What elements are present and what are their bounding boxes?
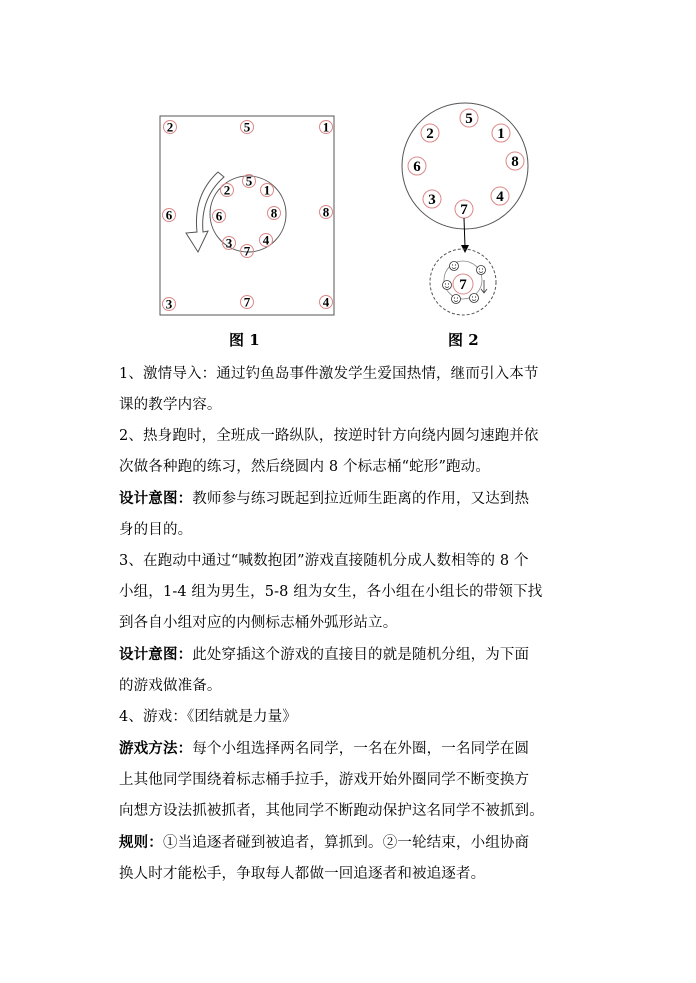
design-intent-label: 设计意图： [119,646,193,663]
ring-marker-label: 7 [460,202,468,218]
figure-1 [160,116,334,315]
outer-marker-label: 3 [165,296,173,312]
game-method: 游戏方法：每个小组选择两名同学，一名在外圈，一名同学在圆 上其他同学围绕着标志桶手拉手，游戏开始外圈同学不断变换方 向想方设法抓被抓者，其他同学不断跑动保护这名同学不被抓到。 [119,740,544,819]
inner-marker-label: 1 [263,182,271,198]
outer-marker-label: 2 [166,119,174,135]
figures [0,0,696,360]
outer-marker-label: 7 [243,294,251,310]
outer-marker-label: 4 [322,294,330,310]
design-intent-2: 设计意图：此处穿插这个游戏的直接目的就是随机分组，为下面 的游戏做准备。 [119,646,530,694]
student-face-icon [450,262,459,271]
figure-2-caption: 图 2 [448,331,479,349]
outer-marker-label: 6 [165,207,173,223]
ring-marker-label: 4 [496,189,504,205]
paragraph-warm-intro: 1、激情导入：通过钓鱼岛事件激发学生爱国热情，继而引入本节 课的教学内容。 [119,366,539,413]
inner-marker-label: 4 [262,232,270,248]
outer-marker-label: 1 [322,119,330,135]
game-rules: 规则：①当追逐者碰到被追者，算抓到。②一轮结束，小组协商 换人时才能松手，争取每人都做一回追逐者和被追逐者。 [119,834,530,882]
ring-marker-label: 1 [497,126,505,142]
game-method-label: 游戏方法： [119,740,193,757]
inner-marker-label: 3 [225,235,233,251]
zoom-marker-label: 7 [459,277,467,293]
student-face-icon [443,281,452,290]
student-face-icon [452,295,461,304]
inner-marker-label: 2 [223,182,231,198]
ring-marker-label: 6 [413,159,421,175]
design-intent-label: 设计意图： [119,490,193,507]
game-rules-label: 规则： [119,834,163,851]
field-square [160,116,334,315]
inner-marker-label: 5 [245,173,253,189]
ring-marker-label: 5 [465,111,473,127]
inner-marker-label: 7 [243,243,251,259]
figure-1-caption: 图 1 [229,331,260,349]
inner-marker-label: 6 [215,208,223,224]
paragraph-warmup-run: 2、热身跑时，全班成一路纵队，按逆时针方向绕内圆匀速跑并依 次做各种跑的练习，然后绕圆内 8 个标志桶“蛇形”跑动。 [119,428,539,475]
design-intent-1: 设计意图：教师参与练习既起到拉近师生距离的作用，又达到热 身的目的。 [119,490,530,538]
ring-marker-label: 2 [426,126,434,142]
paragraph-grouping: 3、在跑动中通过“喊数抱团”游戏直接随机分成人数相等的 8 个 小组，1-4 组为男生，5-8 组为女生，各小组在小组长的带领下找 到各自小组对应的内侧标志桶外弧形站立。 [119,553,543,631]
outer-marker-label: 5 [243,119,251,135]
zoom-arrow [464,218,465,247]
lesson-text [119,359,579,890]
ring-marker-label: 3 [428,192,436,208]
paragraph-game-title: 4、游戏：《团结就是力量》 [119,709,297,725]
student-face-icon [470,294,479,303]
outer-marker-label: 8 [322,204,330,220]
student-face-icon [477,266,486,275]
figure-2 [402,103,528,315]
ring-marker-label: 8 [511,154,519,170]
inner-marker-label: 8 [270,205,278,221]
